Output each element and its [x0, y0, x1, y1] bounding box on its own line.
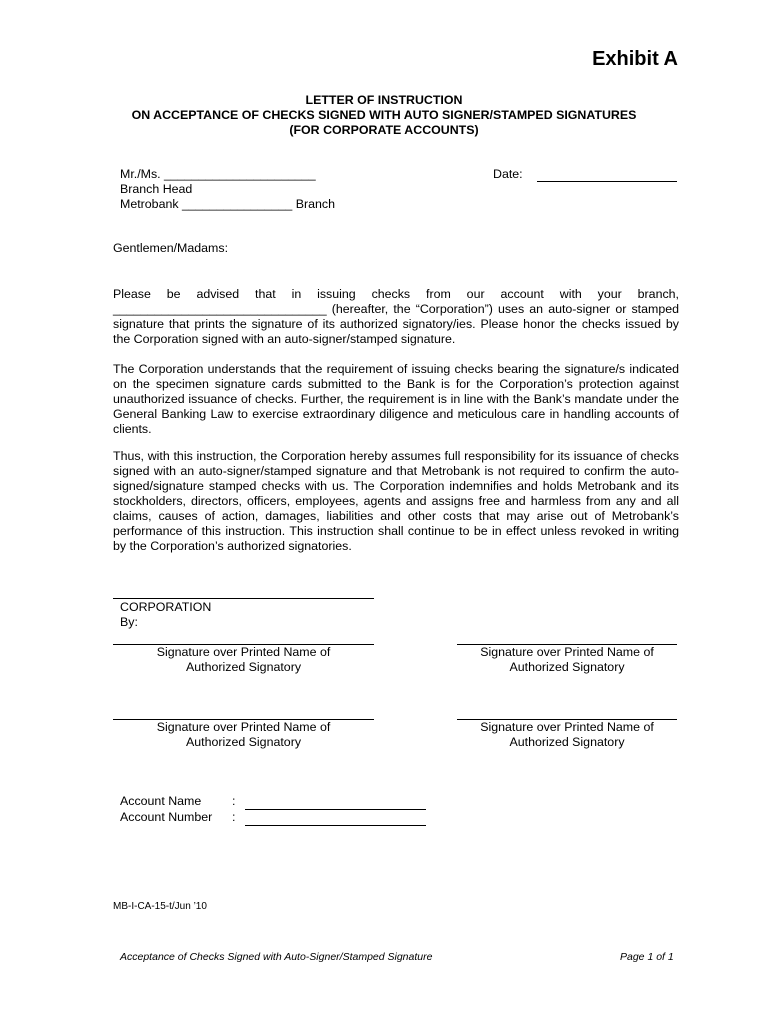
- account-number-colon: :: [232, 810, 236, 824]
- signatory-4-caption-line1: Signature over Printed Name of: [480, 720, 654, 734]
- paragraph-1-line-1: Please be advised that in issuing checks from our account with your branch,: [113, 287, 679, 301]
- corporation-label: CORPORATION: [120, 600, 212, 614]
- addressee-branch-suffix: Branch: [295, 197, 335, 211]
- paragraph-3-body: Thus, with this instruction, the Corporation hereby assumes full responsibility for its issuance of checks signed with an auto-signer/stamped signature and that Metrobank is not required to confirm the auto-signed/signature stamped checks with us. The Corporation indemnifies and holds Metrobank and its stockholders, directors, officers, employees, agents and assigns free and harmless from any and all claims, causes of action, damages, liabilities and other costs that may arise out of Metrobank’s performance of this instruction. This instruction shall continue to be in effect unless revoked in writing by the Corporation’s authorized signatories.: [113, 449, 679, 553]
- paragraph-2: [113, 362, 679, 437]
- paragraph-1-body: _______________________________ (hereafter, the “Corporation”) uses an auto-signer or stamped signature that prints the signature of its authorized signatory/ies. Please honor the checks issued by the Corporation signed with an auto-signer/stamped signature.: [113, 302, 679, 346]
- salutation: Gentlemen/Madams:: [113, 241, 229, 255]
- addressee-name: Mr./Ms. ______________________: [120, 167, 316, 181]
- date-field-line[interactable]: [537, 181, 677, 182]
- account-name-field[interactable]: [245, 809, 426, 810]
- date-label: Date:: [493, 167, 523, 181]
- corporation-signature-line[interactable]: [113, 598, 374, 599]
- signatory-2-caption-line1: Signature over Printed Name of: [480, 645, 654, 659]
- footer-page-number: Page 1 of 1: [620, 951, 674, 963]
- signatory-4-caption: [457, 720, 677, 750]
- paragraph-1: [113, 287, 679, 347]
- document-subtitle: ON ACCEPTANCE OF CHECKS SIGNED WITH AUTO SIGNER/STAMPED SIGNATURES: [131, 108, 637, 122]
- footer-title: Acceptance of Checks Signed with Auto-Signer/Stamped Signature: [120, 951, 433, 963]
- paragraph-2-body: The Corporation understands that the requirement of issuing checks bearing the signature/s indicated on the specimen signature cards submitted to the Bank is for the Corporation’s protection against unauthorized issuance of checks. Further, the requirement is in line with the Bank’s mandate under the General Banking Law to exercise extraordinary diligence and meticulous care in handling accounts of clients.: [113, 362, 679, 436]
- signatory-1-caption: [113, 645, 374, 675]
- account-number-label: Account Number: [120, 810, 213, 824]
- account-name-colon: :: [232, 794, 236, 808]
- signatory-1-caption-line2: Authorized Signatory: [185, 660, 302, 674]
- paragraph-3: [113, 449, 679, 554]
- account-name-label: Account Name: [120, 794, 202, 808]
- corporation-by-label: By:: [120, 615, 138, 629]
- signatory-3-caption-line2: Authorized Signatory: [185, 735, 302, 749]
- account-number-field[interactable]: [245, 825, 426, 826]
- document-title: LETTER OF INSTRUCTION: [305, 93, 463, 107]
- signatory-4-caption-line2: Authorized Signatory: [509, 735, 625, 749]
- addressee-branch-prefix: Metrobank ________________: [120, 197, 293, 211]
- exhibit-label: Exhibit A: [592, 48, 678, 70]
- signatory-1-caption-line1: Signature over Printed Name of: [156, 645, 331, 659]
- signatory-2-caption-line2: Authorized Signatory: [509, 660, 625, 674]
- signatory-3-caption: [113, 720, 374, 750]
- addressee-branch: [120, 197, 335, 212]
- signatory-3-caption-line1: Signature over Printed Name of: [156, 720, 331, 734]
- signatory-2-caption: [457, 645, 677, 675]
- addressee-title: Branch Head: [120, 182, 193, 196]
- document-subtitle-accounts: (FOR CORPORATE ACCOUNTS): [289, 123, 479, 137]
- form-code: MB-I-CA-15-t/Jun ’10: [113, 901, 207, 912]
